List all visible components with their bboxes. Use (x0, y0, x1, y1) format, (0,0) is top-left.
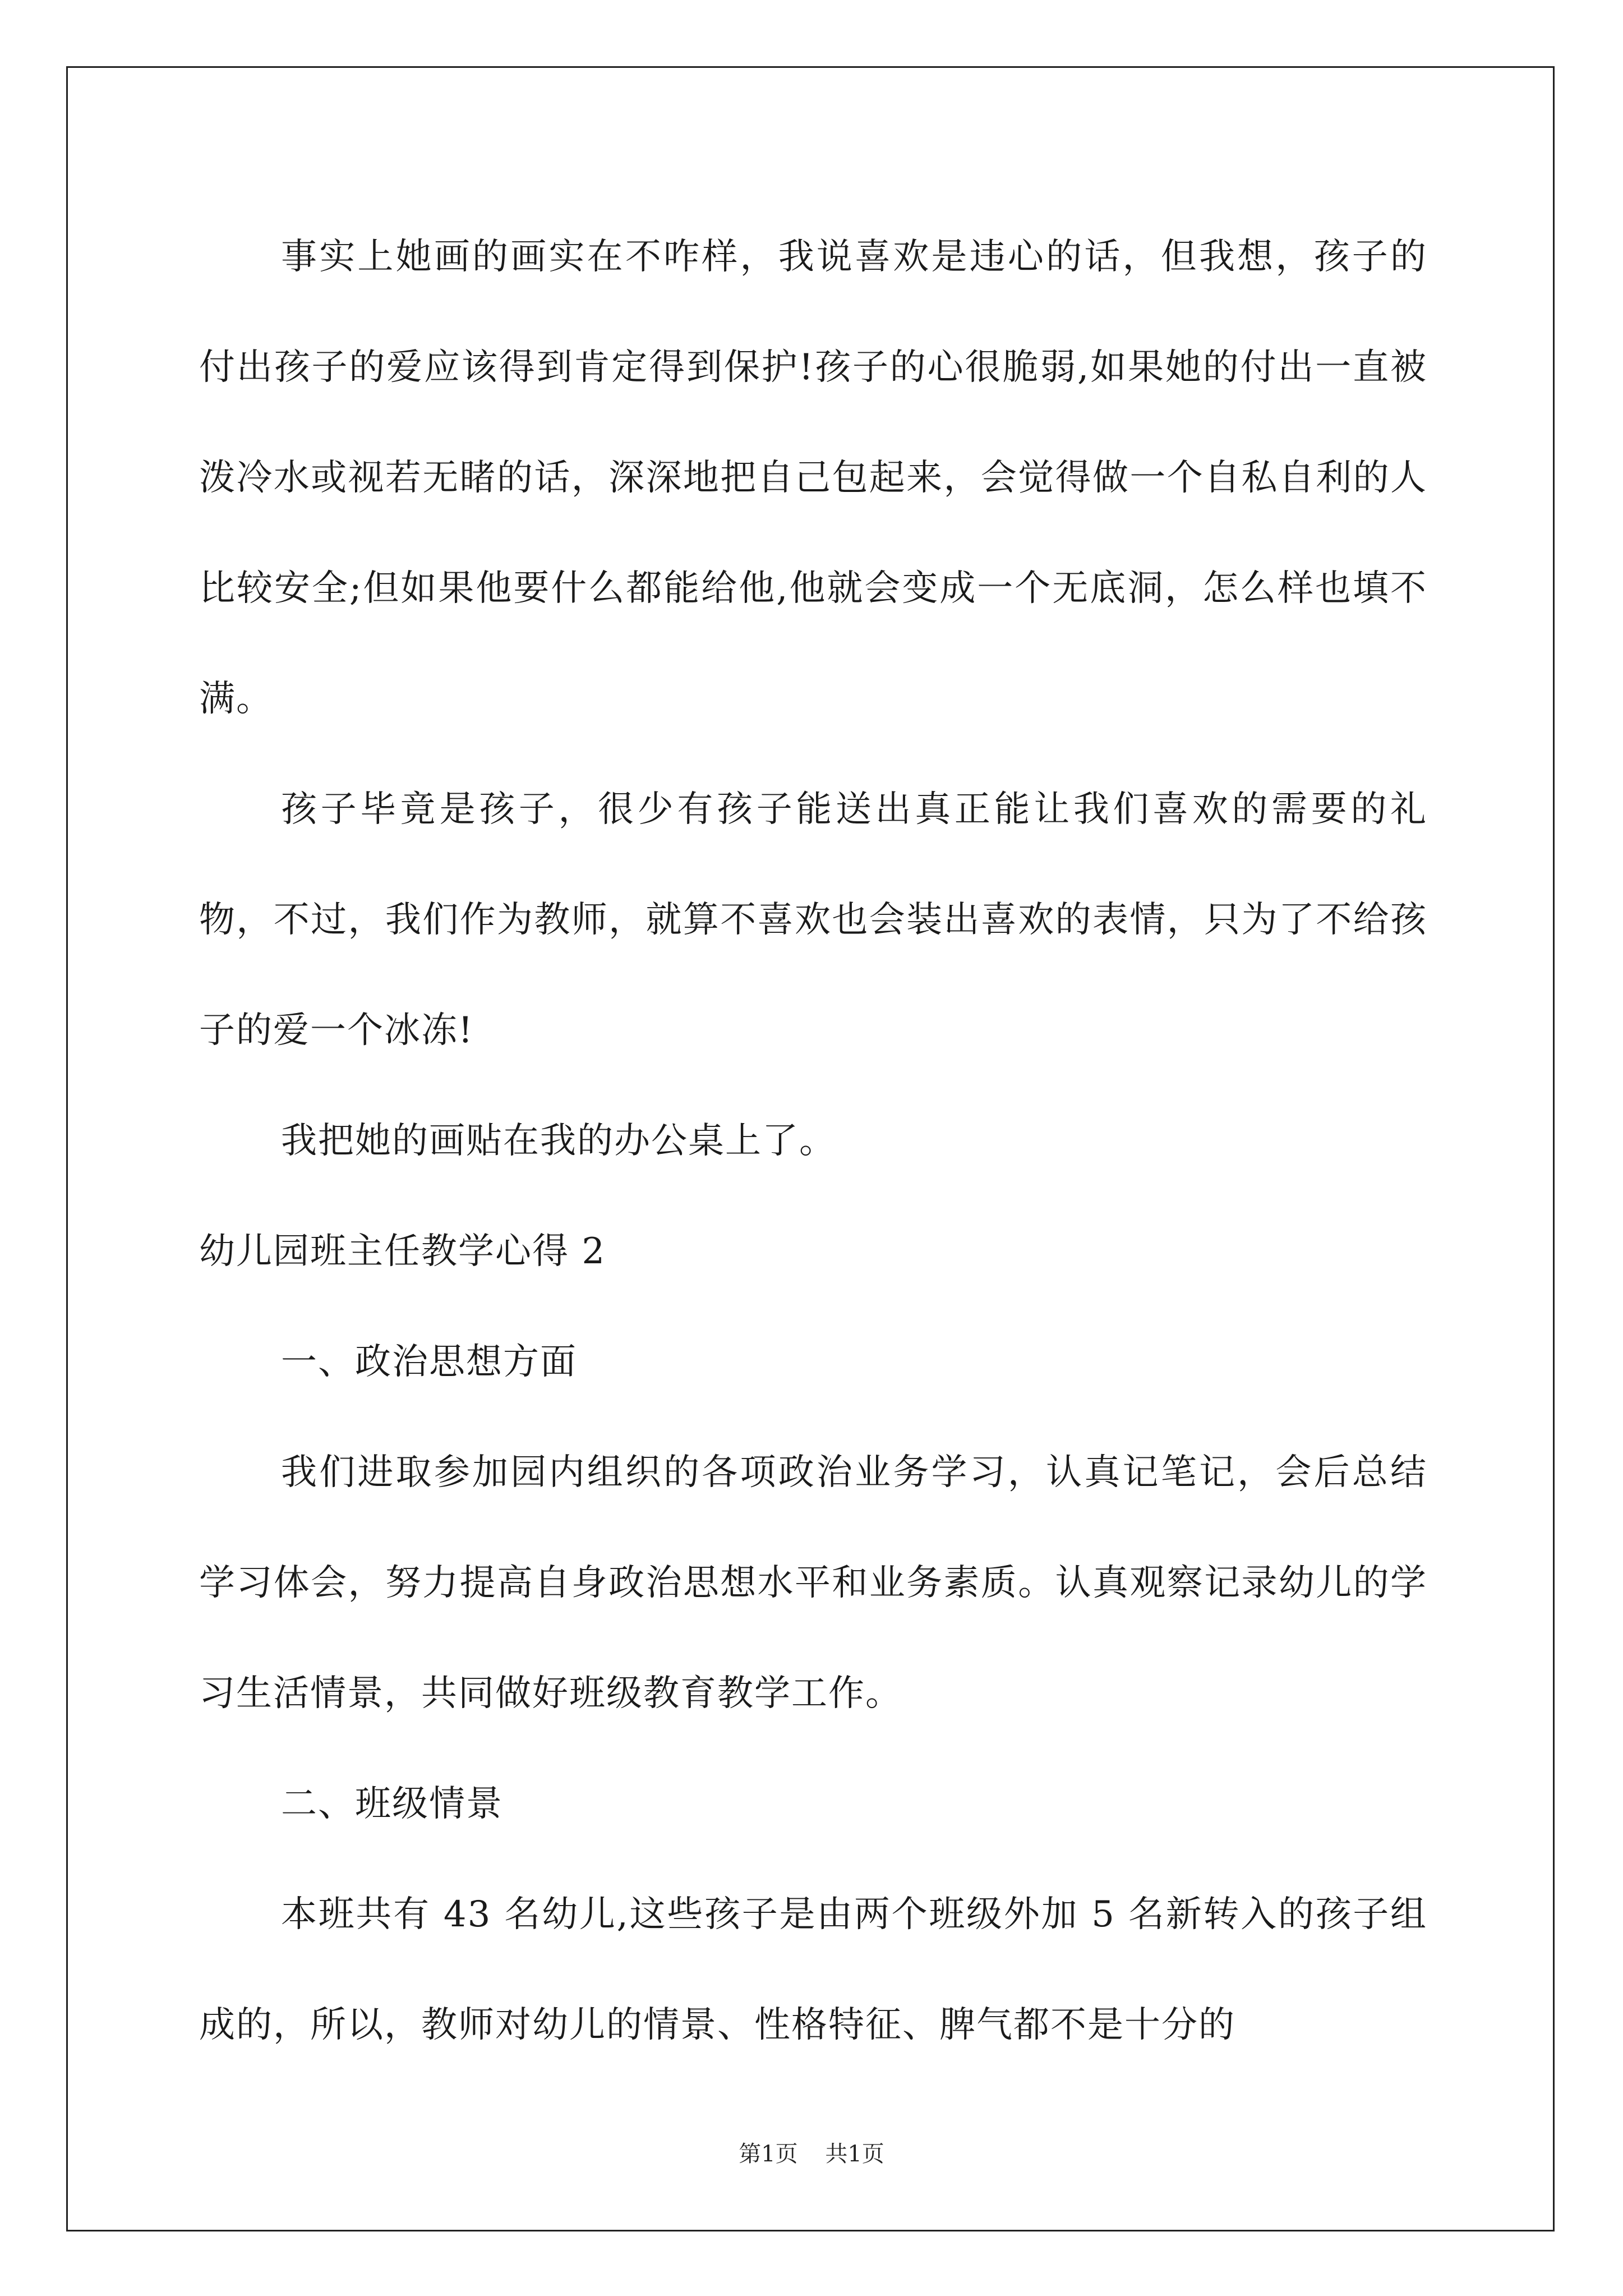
page-number: 第1页 (739, 2141, 798, 2167)
paragraph-class-composition: 本班共有 43 名幼儿,这些孩子是由两个班级外加 5 名新转入的孩子组成的，所以，教师对幼儿的情景、性格特征、脾气都不是十分的 (199, 1894, 1427, 2046)
document-body (199, 202, 1427, 2081)
paragraph-gift-reflection: 事实上她画的画实在不咋样，我说喜欢是违心的话，但我想，孩子的付出孩子的爱应该得到肯定得到保护!孩子的心很脆弱,如果她的付出一直被泼冷水或视若无睹的话，深深地把自己包起来，会觉得做一个自私自利的人比较安全;但如果他要什么都能给他,他就会变成一个无底洞，怎么样也填不满。 (199, 236, 1427, 720)
page-footer (0, 2136, 1623, 2168)
section-title: 幼儿园班主任教学心得 2 (199, 1231, 606, 1272)
paragraph-child-gift: 孩子毕竟是孩子，很少有孩子能送出真正能让我们喜欢的需要的礼物，不过，我们作为教师，就算不喜欢也会装出喜欢的表情，只为了不给孩子的爱一个冰冻! (199, 789, 1427, 1051)
paragraph-study: 我们进取参加园内组织的各项政治业务学习，认真记笔记，会后总结学习体会，努力提高自身政治思想水平和业务素质。认真观察记录幼儿的学习生活情景，共同做好班级教育教学工作。 (199, 1452, 1427, 1714)
heading-political-thought: 一、政治思想方面 (281, 1341, 577, 1383)
page-total: 共1页 (825, 2141, 884, 2167)
heading-class-situation: 二、班级情景 (281, 1783, 503, 1825)
paragraph-desk-drawing: 我把她的画贴在我的办公桌上了。 (281, 1120, 836, 1162)
